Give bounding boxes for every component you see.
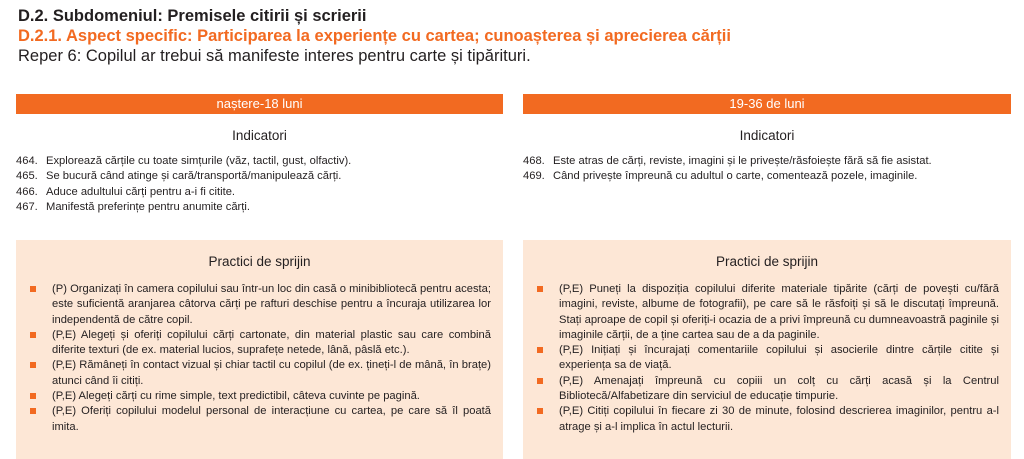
square-bullet-icon [537,408,543,414]
indicators-title-right: Indicatori [739,128,795,143]
indicator-number: 469. [523,170,545,183]
indicator-text: Manifestă preferințe pentru anumite cărți. [46,200,250,213]
square-bullet-icon [537,286,543,292]
square-bullet-icon [537,347,543,353]
practices-title-right: Practici de sprijin [715,254,819,269]
indicator-number: 466. [16,185,38,198]
indicator-text: Explorează cărțile cu toate simțurile (văz, tactil, gust, olfactiv). [46,155,352,167]
indicator-number: 468. [523,155,545,167]
aspect-title: D.2.1. Aspect specific: Participarea la experiențe cu cartea; cunoașterea și aprecierea cărții [18,27,731,45]
indicator-item [523,154,1011,169]
practice-text: (P,E) Amenajați împreună cu copiii un colț cu cărți acasă și la Centrul Bibliotecă/Alfabetizare din serviciul de educație timpurie. [559,374,999,403]
indicator-item [16,200,503,215]
page-header [18,6,731,66]
indicator-number: 464. [16,155,38,167]
indicator-text: Se bucură când atinge și cară/transportă/manipulează cărți. [46,170,342,183]
indicator-number: 465. [16,170,38,183]
practices-title-left: Practici de sprijin [208,254,311,269]
square-bullet-icon [30,332,36,338]
practices-list-right [535,282,999,435]
practice-item [535,404,999,435]
practice-item [28,389,491,404]
practice-item [28,358,491,389]
practice-item [28,328,491,359]
subdomain-title: D.2. Subdomeniul: Premisele citirii și scrierii [18,7,367,25]
practice-item [28,282,491,328]
indicators-list-right [523,154,1011,185]
reper-title: Reper 6: Copilul ar trebui să manifeste interes pentru carte și tipărituri. [18,47,531,65]
square-bullet-icon [30,286,36,292]
practices-panel-left [16,240,503,459]
indicator-item [16,154,503,169]
indicator-text: Când privește împreună cu adultul o carte, comentează pozele, imaginile. [553,170,918,183]
age-bar-left: naștere-18 luni [16,94,503,114]
indicator-number: 467. [16,200,38,213]
square-bullet-icon [30,393,36,399]
practice-item [28,404,491,435]
practice-item [535,374,999,405]
right-column [523,94,1011,185]
square-bullet-icon [30,362,36,368]
practice-text: (P,E) Puneți la dispoziția copilului diferite materiale tipărite (cărți de povești cu/fără imagini, reviste, albume de fotografii), pe care să le răsfoiți și să le discutați împreună. Stați aproape de copil și oferiți-i ocazia de a privi împreună cu dumneavoastră paginile și imaginile cărții, de a ține cartea sau de a da paginile. [559,283,999,341]
practices-list-left [28,282,491,435]
practice-item [535,282,999,343]
practice-text: (P) Organizați în camera copilului sau într-un loc din casă o minibibliotecă pentru acesta; este suficientă aranjarea câtorva cărți pe rafturi deschise pentru a încuraja utilizarea lor independentă de către copil. [52,283,491,326]
practice-text: (P,E) Alegeți cărți cu rime simple, text predictibil, câteva cuvinte pe pagină. [52,390,420,403]
practice-text: (P,E) Citiți copilului în fiecare zi 30 de minute, folosind descrierea imaginilor, pentru a-l atrage și a-l implica în actul lecturii. [559,405,999,433]
square-bullet-icon [537,378,543,384]
practice-text: (P,E) Oferiți copilului modelul personal de interacțiune cu cartea, pe care să îl poată imita. [52,405,491,433]
practice-item [535,343,999,374]
practices-panel-right [523,240,1011,459]
age-bar-right: 19-36 de luni [523,94,1011,114]
practice-text: (P,E) Inițiați și încurajați comentariile copilului și asocierile dintre cărțile citite și experiența sa de viață. [559,344,999,372]
indicator-item [523,169,1011,184]
indicator-text: Este atras de cărți, reviste, imagini și le privește/răsfoiește fără să fie asistat. [553,155,932,167]
indicator-item [16,185,503,200]
indicators-list-left [16,154,503,215]
square-bullet-icon [30,408,36,414]
left-column [16,94,503,215]
indicators-title-left: Indicatori [232,128,287,143]
indicator-item [16,169,503,184]
indicator-text: Aduce adultului cărți pentru a-i fi citite. [46,185,236,198]
practice-text: (P,E) Rămâneți în contact vizual și chiar tactil cu copilul (de ex. țineți-l de mână, în brațe) atunci când îi citiți. [52,359,491,387]
practice-text: (P,E) Alegeți și oferiți copilului cărți cartonate, din material plastic sau care combină diferite texturi (de ex. material lucios, suprafețe netede, lână, pâslă etc.). [52,328,491,357]
